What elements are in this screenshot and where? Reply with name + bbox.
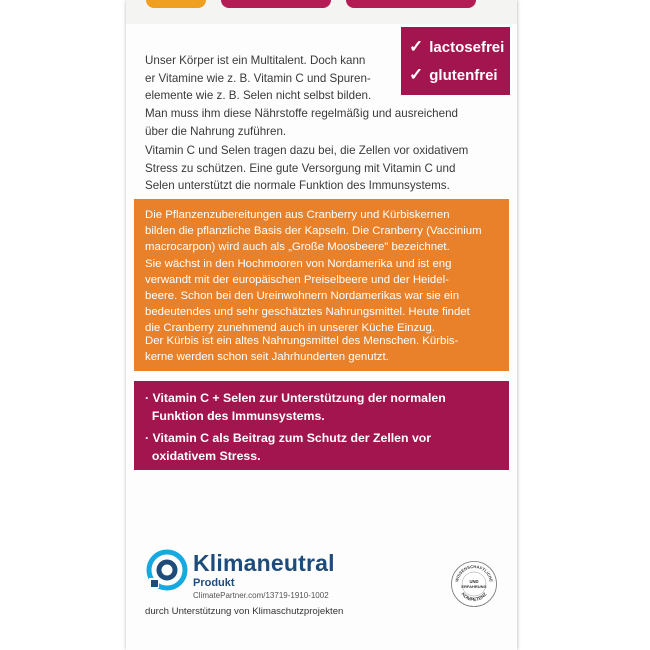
top-decoration xyxy=(346,0,476,8)
paragraph-line: kerne werden schon seit Jahrhunderten genutzt. xyxy=(145,351,389,364)
claim-item xyxy=(145,389,505,425)
paragraph-line: Sie wächst in den Hochmooren von Nordamerika und ist eng xyxy=(145,257,452,270)
intro-text-continued xyxy=(145,105,507,140)
climatepartner-logo-icon xyxy=(145,548,189,592)
badge-row-lactose xyxy=(409,37,504,57)
intro-line: Man muss ihm diese Nährstoffe regelmäßig und ausreichend xyxy=(145,107,458,120)
paragraph-line: macrocarpon) wird auch als „Große Moosbeere" bezeichnet. xyxy=(145,241,450,254)
vitamin-paragraph xyxy=(145,142,507,195)
seal-middle-text: UND xyxy=(469,579,479,584)
claim-item xyxy=(145,429,505,465)
paragraph-line: die Cranberry zunehmend auch in unserer Küche Einzug. xyxy=(145,322,435,335)
box-top-edge xyxy=(126,0,517,24)
top-decoration xyxy=(146,0,206,8)
paragraph-line: beere. Schon bei den Ureinwohnern Nordamerikas war sie ein xyxy=(145,290,460,303)
seal-top-text: WISSENSCHAFTLICHE xyxy=(454,563,494,583)
climate-note: durch Unterstützung von Klimaschutzprojekten xyxy=(145,606,344,617)
paragraph-line: verwandt mit der europäischen Preiselbeere und der Heidel- xyxy=(145,273,449,286)
seal-bottom-text: KOMPETENZ xyxy=(459,592,489,604)
paragraph-line: bedeutendes und sehr geschätztes Nahrungsmittel. Heute findet xyxy=(145,306,470,319)
pumpkin-paragraph xyxy=(145,333,501,365)
climate-title: Klimaneutral xyxy=(193,550,335,576)
claim-line: oxidativem Stress. xyxy=(145,449,261,463)
paragraph-line: Vitamin C und Selen tragen dazu bei, die Zellen vor oxidativem xyxy=(145,144,469,157)
intro-line: Unser Körper ist ein Multitalent. Doch kann xyxy=(145,54,366,67)
climate-neutral-label xyxy=(145,548,405,618)
free-from-badge xyxy=(401,27,510,95)
check-icon: ✓ xyxy=(409,37,424,56)
check-icon: ✓ xyxy=(409,65,424,84)
competence-seal-icon xyxy=(450,560,498,608)
badge-label: glutenfrei xyxy=(429,66,498,84)
cranberry-info-panel xyxy=(134,199,509,371)
intro-text xyxy=(145,52,395,105)
paragraph-line: Selen unterstützt die normale Funktion des Immunsystems. xyxy=(145,179,450,193)
paragraph-line: Der Kürbis ist ein altes Nahrungsmittel des Menschen. Kürbis- xyxy=(145,335,459,347)
paragraph-line: bilden die pflanzliche Basis der Kapseln. Die Cranberry (Vaccinium xyxy=(145,225,482,238)
intro-line: er Vitamine wie z. B. Vitamin C und Spuren- xyxy=(145,71,371,85)
paragraph-line: Stress zu schützen. Eine gute Versorgung mit Vitamin C und xyxy=(145,161,456,175)
seal-middle-text: ERFAHRUNG xyxy=(461,584,487,589)
product-box-back xyxy=(126,0,517,650)
climate-subtitle: Produkt xyxy=(193,577,235,589)
claim-line: Funktion des Immunsystems. xyxy=(145,409,325,423)
health-claims-panel xyxy=(134,381,509,470)
badge-row-gluten xyxy=(409,65,498,85)
climate-url: ClimatePartner.com/13719-1910-1002 xyxy=(193,591,329,600)
intro-line: elemente wie z. B. Selen nicht selbst bilden. xyxy=(145,89,372,103)
claim-line: · Vitamin C + Selen zur Unterstützung der normalen xyxy=(145,391,446,405)
claim-line: · Vitamin C als Beitrag zum Schutz der Zellen vor xyxy=(145,431,432,445)
badge-label: lactosefrei xyxy=(429,38,505,56)
paragraph-line: Die Pflanzenzubereitungen aus Cranberry und Kürbiskernen xyxy=(145,209,450,221)
intro-line: über die Nahrung zuführen. xyxy=(145,124,287,138)
cranberry-paragraph xyxy=(145,207,501,337)
top-decoration xyxy=(221,0,331,8)
